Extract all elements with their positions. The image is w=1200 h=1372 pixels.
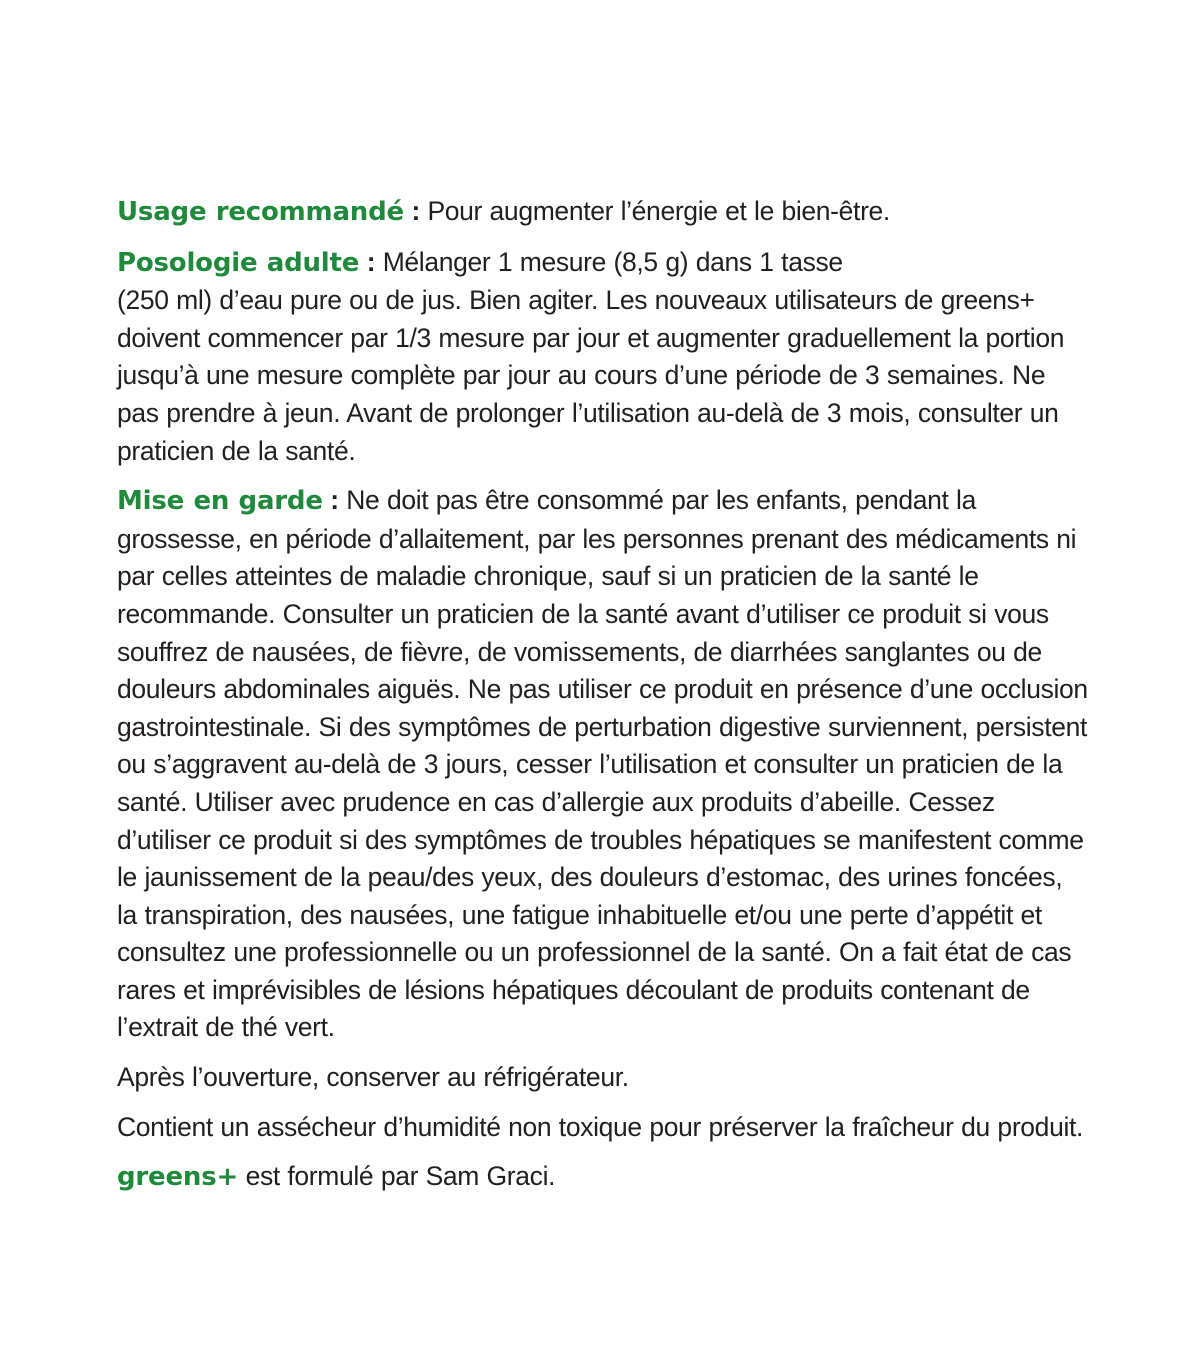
dosage-text-0: Mélanger 1 mesure (8,5 g) dans 1 tasse	[382, 246, 843, 277]
warning-line-11: la transpiration, des nausées, une fatigue inhabituelle et/ou une perte d’appétit et	[117, 899, 1042, 930]
formulator-note	[117, 1158, 1087, 1197]
warning-line-4: souffrez de nausées, de fièvre, de vomissements, de diarrhées sanglantes ou de	[117, 636, 1042, 667]
usage-text: Pour augmenter l’énergie et le bien-être.	[427, 196, 890, 226]
brand-name: greens+	[117, 1162, 239, 1193]
formulator-line	[117, 1158, 1087, 1197]
dosage-colon: :	[359, 246, 383, 277]
warning-line-10: le jaunissement de la peau/des yeux, des douleurs d’estomac, des urines foncées,	[117, 862, 1063, 893]
warning-line-13: rares et imprévisibles de lésions hépatiques découlant de produits contenant de	[117, 974, 1030, 1005]
warning-colon: :	[322, 485, 347, 516]
product-label-text	[117, 193, 1087, 1209]
warning-line-0	[117, 482, 1087, 521]
usage-colon: :	[403, 196, 428, 226]
warning-text-0: Ne doit pas être consommé par les enfants, pendant la	[346, 485, 976, 516]
formulator-text: est formulé par Sam Graci.	[238, 1161, 556, 1192]
warning-line-7: ou s’aggravent au-delà de 3 jours, cesser l’utilisation et consulter un praticien de la	[117, 749, 1063, 780]
warning-line-5: douleurs abdominales aiguës. Ne pas utiliser ce produit en présence d’une occlusion	[117, 674, 1088, 705]
dosage-heading: Posologie adulte	[117, 247, 360, 278]
dosage-line-4: pas prendre à jeun. Avant de prolonger l’utilisation au-delà de 3 mois, consulter un	[117, 397, 1059, 428]
warning-line-8: santé. Utiliser avec prudence en cas d’allergie aux produits d’abeille. Cessez	[117, 786, 995, 817]
warning-heading: Mise en garde	[117, 486, 323, 517]
warning-line-14: l’extrait de thé vert.	[117, 1012, 335, 1043]
warning-section	[117, 482, 1087, 1047]
dosage-line-2: doivent commencer par 1/3 mesure par jour et augmenter graduellement la portion	[117, 322, 1065, 353]
dosage-line-3: jusqu’à une mesure complète par jour au cours d’une période de 3 semaines. Ne	[117, 360, 1046, 391]
desiccant-note	[117, 1109, 1087, 1147]
dosage-section	[117, 244, 1087, 471]
dosage-line-1: (250 ml) d’eau pure ou de jus. Bien agiter. Les nouveaux utilisateurs de greens+	[117, 285, 1035, 316]
desiccant-note-text: Contient un assécheur d’humidité non toxique pour préserver la fraîcheur du produit.	[117, 1111, 1084, 1142]
storage-note	[117, 1059, 1087, 1097]
warning-line-3: recommande. Consulter un praticien de la santé avant d’utiliser ce produit si vous	[117, 598, 1049, 629]
warning-line-1: grossesse, en période d’allaitement, par les personnes prenant des médicaments ni	[117, 523, 1077, 554]
dosage-line-5: praticien de la santé.	[117, 435, 356, 466]
usage-line-0	[117, 193, 1087, 232]
usage-section	[117, 193, 1087, 232]
storage-note-text: Après l’ouverture, conserver au réfrigérateur.	[117, 1062, 629, 1093]
warning-line-6: gastrointestinale. Si des symptômes de perturbation digestive surviennent, persistent	[117, 711, 1088, 742]
warning-line-9: d’utiliser ce produit si des symptômes de troubles hépatiques se manifestent comme	[117, 824, 1084, 855]
warning-line-2: par celles atteintes de maladie chronique, sauf si un praticien de la santé le	[117, 561, 979, 592]
usage-heading: Usage recommandé	[117, 197, 404, 227]
dosage-line-0	[117, 244, 1087, 283]
warning-line-12: consultez une professionnelle ou un professionnel de la santé. On a fait état de cas	[117, 937, 1072, 968]
